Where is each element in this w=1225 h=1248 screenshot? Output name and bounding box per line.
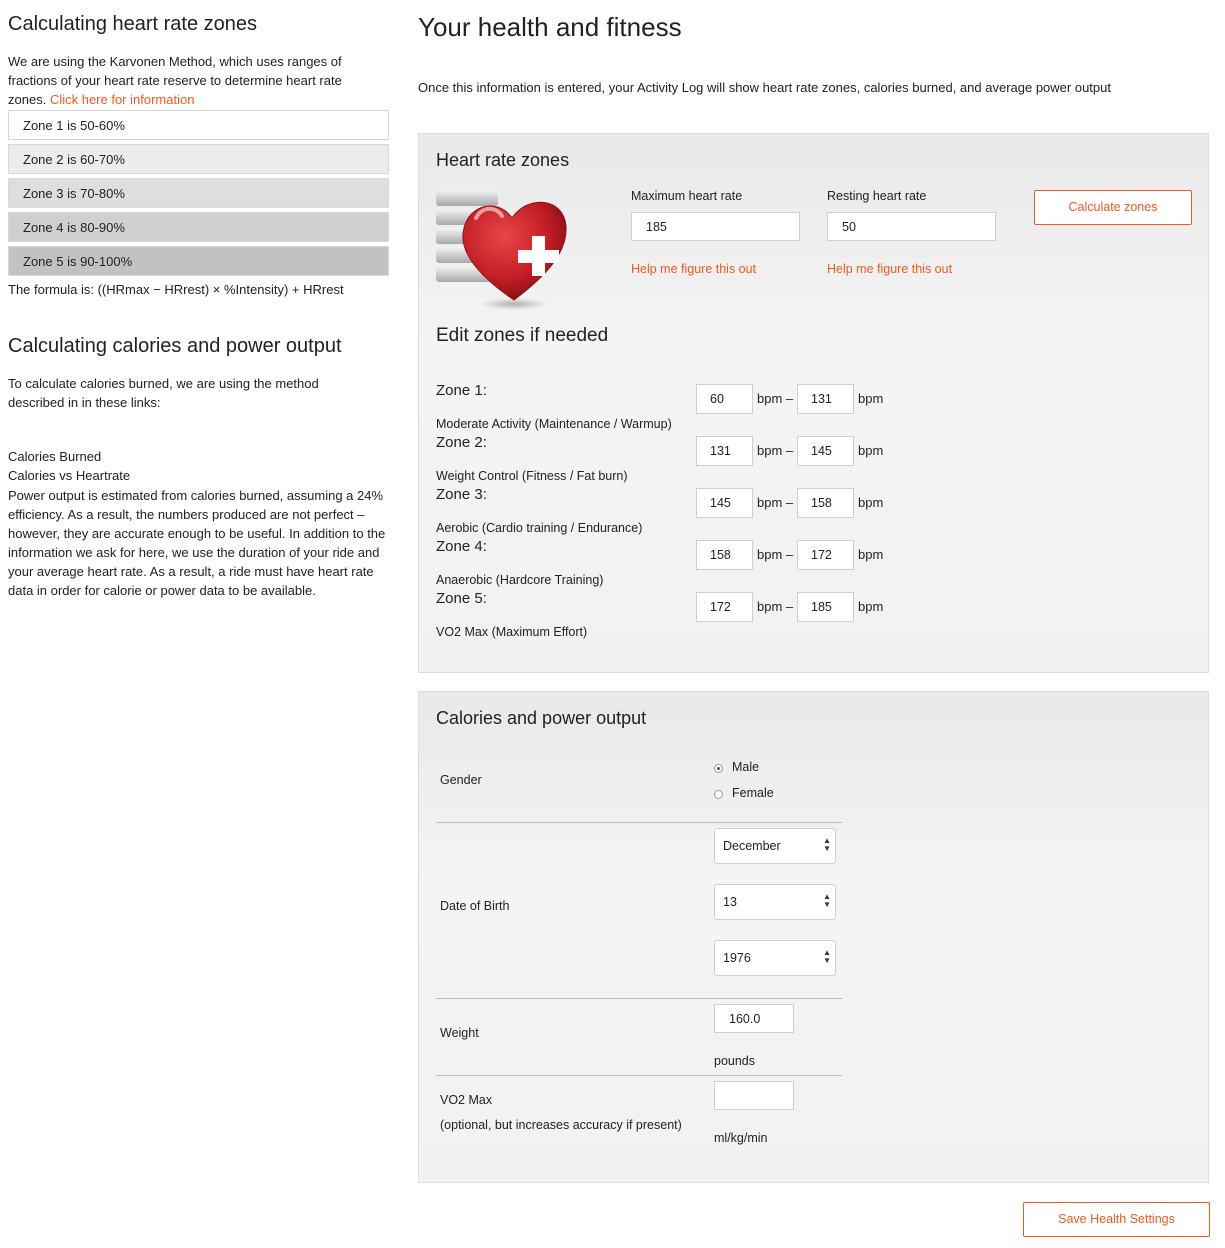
max-hr-help-link[interactable]: Help me figure this out xyxy=(631,262,757,276)
zone-2-bpm-dash: bpm – xyxy=(757,443,794,458)
rest-hr-input[interactable]: 50 xyxy=(827,212,996,241)
zone-4-desc: Anaerobic (Hardcore Training) xyxy=(436,573,604,587)
power-output-text: Power output is estimated from calories burned, assuming a 24% efficiency. As a result, the numbers produced are not perfect – however, they are accurate enough to be useful. In addition to the information we ask for here, we use the duration of your ride and your average heart rate. As a result, a ride must have heart rate data in order for calorie or power data to be available. xyxy=(8,488,386,598)
divider xyxy=(436,998,842,999)
gender-female-label[interactable]: Female xyxy=(732,786,774,800)
select-arrows-icon: ▲ ▼ xyxy=(823,836,831,853)
zone-4-range: Zone 4 is 80-90% xyxy=(8,212,389,242)
calories-intro: To calculate calories burned, we are using the method described in in these links: xyxy=(8,376,319,410)
calories-heading: Calculating calories and power output xyxy=(8,335,342,357)
formula-text: The formula is: ((HRmax − HRrest) × %Intensity) + HRrest xyxy=(8,282,344,297)
zone-5-bpm-dash: bpm – xyxy=(757,599,794,614)
dob-day-select[interactable] xyxy=(714,884,836,920)
select-arrows-icon: ▲ ▼ xyxy=(823,892,831,909)
zone-2-bpm: bpm xyxy=(858,443,884,458)
calories-panel-heading: Calories and power output xyxy=(436,708,647,728)
zone-2-high-input[interactable]: 145 xyxy=(797,436,854,466)
heart-rate-heading: Heart rate zones xyxy=(436,150,570,170)
zone-1-bpm-dash: bpm – xyxy=(757,391,794,406)
gender-female-radio[interactable] xyxy=(714,790,723,799)
zone-5-desc: VO2 Max (Maximum Effort) xyxy=(436,625,588,639)
zone-1-high-input[interactable]: 131 xyxy=(797,384,854,414)
page-title: Your health and fitness xyxy=(418,12,682,42)
hr-intro-text: We are using the Karvonen Method, which uses ranges of fractions of your heart rate reserve to determine heart rate zones. xyxy=(8,54,342,107)
zone-1-low-input[interactable]: 60 xyxy=(696,384,753,414)
zone-2-title: Zone 2: xyxy=(436,434,487,451)
gender-male-label[interactable]: Male xyxy=(732,760,760,774)
zone-5-bpm: bpm xyxy=(858,599,884,614)
zone-2-low-input[interactable]: 131 xyxy=(696,436,753,466)
save-health-settings-button[interactable]: Save Health Settings xyxy=(1023,1202,1210,1237)
select-arrows-icon: ▲ ▼ xyxy=(823,948,831,965)
rest-hr-label: Resting heart rate xyxy=(827,189,927,203)
zone-3-bpm: bpm xyxy=(858,495,884,510)
dob-year-value: 1976 xyxy=(723,951,751,965)
zone-3-bpm-dash: bpm – xyxy=(757,495,794,510)
zone-2-desc: Weight Control (Fitness / Fat burn) xyxy=(436,469,628,483)
zone-3-desc: Aerobic (Cardio training / Endurance) xyxy=(436,521,643,535)
calories-vs-heartrate-link[interactable]: Calories vs Heartrate xyxy=(8,468,131,483)
dob-day-value: 13 xyxy=(723,895,737,909)
dob-year-select[interactable] xyxy=(714,940,836,976)
weight-input[interactable]: 160.0 xyxy=(714,1004,794,1033)
max-hr-input[interactable]: 185 xyxy=(631,212,800,241)
zone-1-bpm: bpm xyxy=(858,391,884,406)
hr-zones-heading: Calculating heart rate zones xyxy=(8,13,258,35)
zone-4-title: Zone 4: xyxy=(436,538,487,555)
calculate-zones-button[interactable]: Calculate zones xyxy=(1034,190,1192,225)
dob-month-select[interactable] xyxy=(714,828,836,864)
zone-5-high-input[interactable]: 185 xyxy=(797,592,854,622)
calories-panel xyxy=(418,691,1209,1183)
zone-4-high-input[interactable]: 172 xyxy=(797,540,854,570)
dob-month-value: December xyxy=(723,839,781,853)
zone-5-range: Zone 5 is 90-100% xyxy=(8,246,389,276)
zone-4-bpm-dash: bpm – xyxy=(757,547,794,562)
zone-2-range: Zone 2 is 60-70% xyxy=(8,144,389,174)
vo2-note: (optional, but increases accuracy if present) xyxy=(440,1118,682,1132)
zone-3-title: Zone 3: xyxy=(436,486,487,503)
vo2-unit: ml/kg/min xyxy=(714,1131,768,1145)
divider xyxy=(436,822,842,823)
zone-3-high-input[interactable]: 158 xyxy=(797,488,854,518)
zone-3-range: Zone 3 is 70-80% xyxy=(8,178,389,208)
vo2-label: VO2 Max xyxy=(440,1093,493,1107)
gender-label: Gender xyxy=(440,773,482,787)
max-hr-label: Maximum heart rate xyxy=(631,189,743,203)
edit-zones-heading: Edit zones if needed xyxy=(436,325,609,346)
hr-intro xyxy=(8,52,383,109)
zone-1-title: Zone 1: xyxy=(436,382,487,399)
zone-1-desc: Moderate Activity (Maintenance / Warmup) xyxy=(436,417,672,431)
rest-hr-help-link[interactable]: Help me figure this out xyxy=(827,262,953,276)
weight-label: Weight xyxy=(440,1026,479,1040)
zone-5-low-input[interactable]: 172 xyxy=(696,592,753,622)
weight-unit: pounds xyxy=(714,1054,756,1068)
gender-male-radio[interactable] xyxy=(714,764,723,773)
zone-1-range: Zone 1 is 50-60% xyxy=(8,110,389,140)
calories-burned-link[interactable]: Calories Burned xyxy=(8,449,102,464)
page-subtitle: Once this information is entered, your Activity Log will show heart rate zones, calories burned, and average power output xyxy=(418,80,1111,95)
zone-3-low-input[interactable]: 145 xyxy=(696,488,753,518)
dob-label: Date of Birth xyxy=(440,899,510,913)
divider xyxy=(436,1075,842,1076)
karvonen-info-link[interactable]: Click here for information xyxy=(49,92,195,107)
zone-5-title: Zone 5: xyxy=(436,590,487,607)
heart-health-icon xyxy=(436,188,570,312)
zone-4-low-input[interactable]: 158 xyxy=(696,540,753,570)
vo2-input[interactable] xyxy=(714,1081,794,1110)
zone-4-bpm: bpm xyxy=(858,547,884,562)
